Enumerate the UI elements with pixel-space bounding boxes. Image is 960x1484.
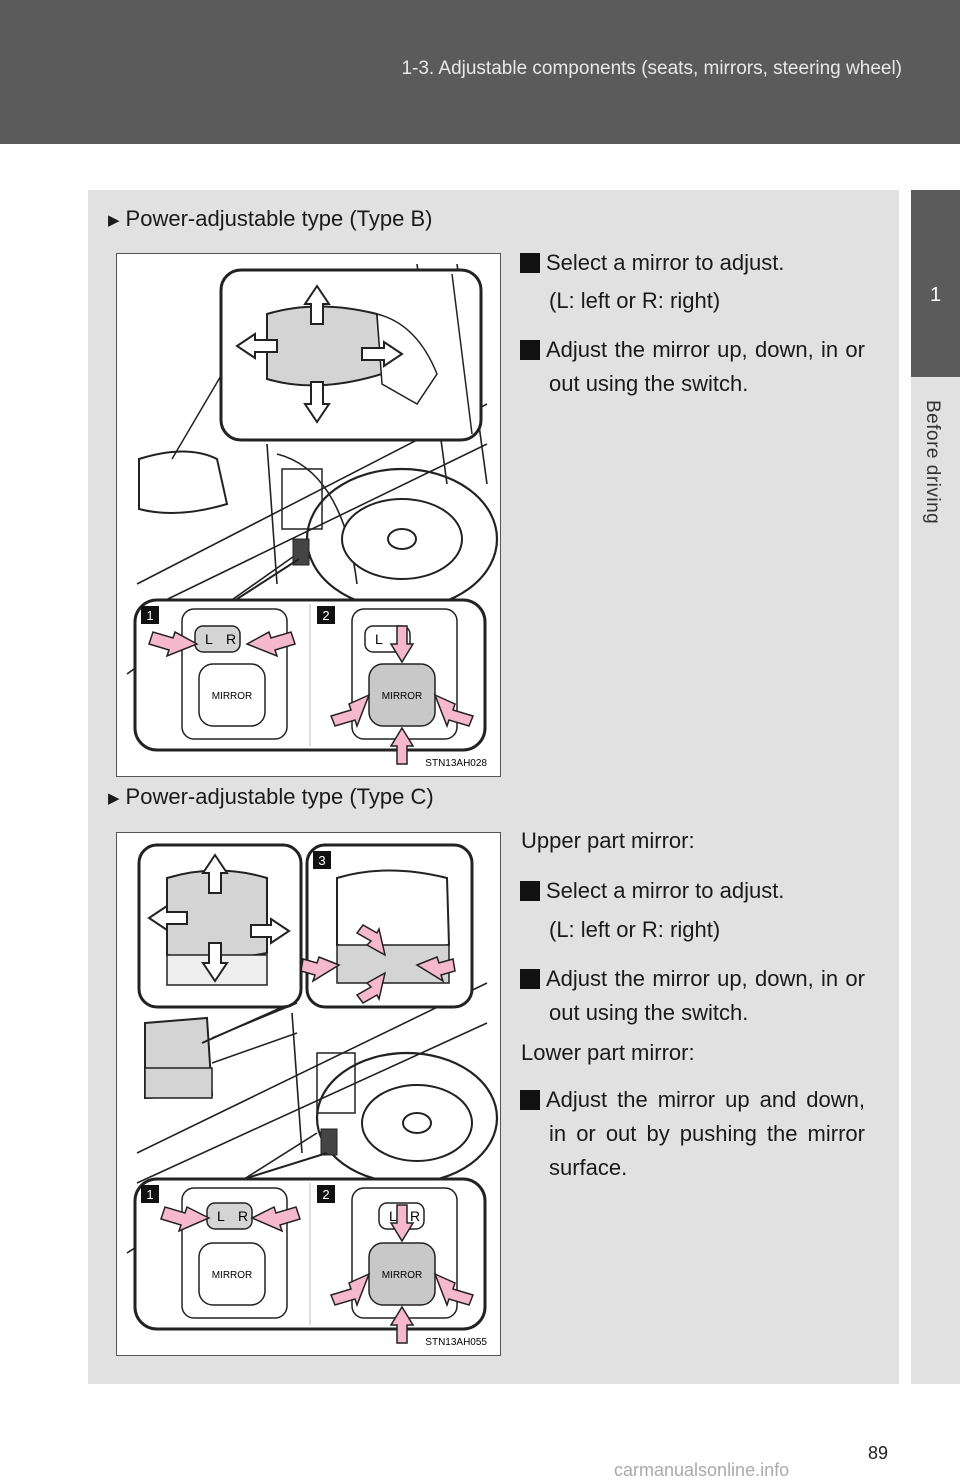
section-c-heading bbox=[108, 784, 434, 810]
switch-l-label-right: L bbox=[389, 1208, 397, 1224]
figure-code-c: STN13AH055 bbox=[425, 1337, 487, 1348]
step-1-badge-icon bbox=[520, 881, 540, 901]
figure-type-c bbox=[116, 832, 501, 1356]
upper-part-label: Upper part mirror: bbox=[521, 828, 695, 853]
step-1-badge-icon bbox=[520, 253, 540, 273]
section-c-step-3 bbox=[520, 1083, 865, 1185]
chapter-number: 1 bbox=[929, 284, 942, 306]
mirror-label-right: MIRROR bbox=[381, 1270, 423, 1281]
illustration-type-b bbox=[117, 254, 500, 776]
section-c-step-2-text: Adjust the mirror up, down, in or out using the switch. bbox=[546, 966, 865, 1025]
step-2-badge-icon bbox=[520, 340, 540, 360]
switch-l-label-left: L bbox=[205, 631, 213, 647]
section-b-step-2 bbox=[520, 333, 865, 401]
callout-1-label: 1 bbox=[146, 608, 154, 623]
callout-3-label: 3 bbox=[318, 853, 326, 868]
section-c-step-1 bbox=[520, 874, 865, 908]
section-c-step-3-text: Adjust the mirror up and down, in or out by pushing the mirror surface. bbox=[546, 1087, 865, 1180]
switch-r-label-right: R bbox=[410, 1208, 421, 1224]
chapter-tab-marker bbox=[911, 190, 960, 377]
section-c-step-1-note: (L: left or R: right) bbox=[549, 917, 721, 942]
section-b-step-2-text: Adjust the mirror up, down, in or out using the switch. bbox=[546, 337, 865, 396]
switch-l-label-left: L bbox=[217, 1208, 225, 1224]
section-c-heading-text: Power-adjustable type (Type C) bbox=[125, 784, 434, 809]
section-b-step-1-note: (L: left or R: right) bbox=[549, 288, 721, 313]
section-c-step-2 bbox=[520, 962, 865, 1030]
switch-r-label-left: R bbox=[238, 1208, 249, 1224]
mirror-label-right: MIRROR bbox=[381, 691, 423, 702]
section-c-step-1-text: Select a mirror to adjust. bbox=[546, 878, 785, 903]
outside-mirror bbox=[139, 452, 227, 514]
switch-l-label-right: L bbox=[375, 631, 383, 647]
lower-part-label: Lower part mirror: bbox=[521, 1040, 695, 1065]
callout-1-label: 1 bbox=[146, 1187, 154, 1202]
page-number: 89 bbox=[868, 1443, 889, 1463]
illustration-type-c bbox=[117, 833, 500, 1355]
page-header bbox=[0, 0, 960, 144]
figure-type-b bbox=[116, 253, 501, 777]
step-3-badge-icon bbox=[520, 1090, 540, 1110]
switch-r-label-left: R bbox=[226, 631, 237, 647]
chapter-label: Before driving bbox=[922, 400, 943, 525]
callout-2-label: 2 bbox=[322, 1187, 330, 1202]
mirror-label-left: MIRROR bbox=[211, 1270, 253, 1281]
step-2-badge-icon bbox=[520, 969, 540, 989]
section-b-heading-text: Power-adjustable type (Type B) bbox=[125, 206, 433, 231]
triangle-bullet-icon: ▶ bbox=[108, 790, 120, 807]
section-b-heading bbox=[108, 206, 432, 232]
section-b-step-1-text: Select a mirror to adjust. bbox=[546, 250, 785, 275]
triangle-bullet-icon: ▶ bbox=[108, 212, 120, 229]
mirror-label-left: MIRROR bbox=[211, 691, 253, 702]
header-title: 1-3. Adjustable components (seats, mirrors, steering wheel) bbox=[401, 58, 902, 79]
section-b-step-1 bbox=[520, 246, 865, 280]
figure-code-b: STN13AH028 bbox=[425, 758, 487, 769]
watermark: carmanualsonline.info bbox=[614, 1460, 790, 1480]
callout-2-label: 2 bbox=[322, 608, 330, 623]
chapter-side-tab bbox=[911, 190, 960, 1384]
